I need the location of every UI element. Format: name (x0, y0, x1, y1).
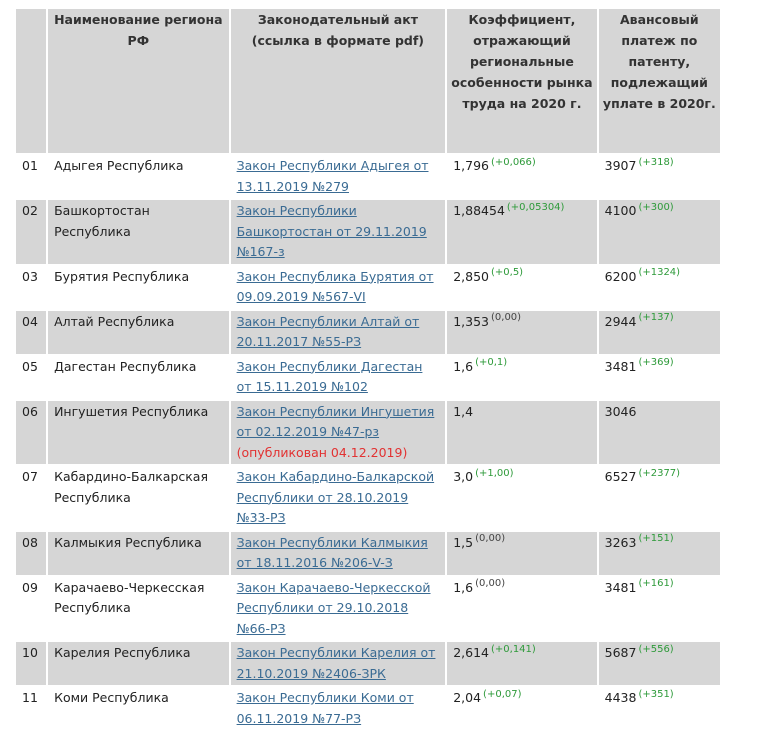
payment-delta: (+556) (638, 643, 674, 655)
row-payment-cell (599, 532, 720, 575)
coefficient-value: 2,04 (453, 690, 482, 705)
row-payment-cell (599, 687, 720, 730)
row-payment-cell (599, 401, 720, 465)
payment-value: 2944 (604, 313, 637, 329)
coefficient-value: 1,6 (453, 358, 474, 374)
row-number: 06 (16, 401, 46, 465)
row-region: Ингушетия Республика (48, 401, 229, 465)
law-pdf-link[interactable]: Закон Республики Ингушетия от 02.12.2019 №47-рз (236, 403, 435, 439)
row-coefficient-cell (447, 311, 596, 354)
coefficient-value: 1,6 (453, 579, 474, 595)
law-pdf-link[interactable]: Закон Республика Бурятия от 09.09.2019 №567-VI (236, 268, 434, 304)
payment-value: 3481 (604, 358, 637, 374)
row-coefficient-cell (447, 642, 596, 685)
coefficient-delta: (0,00) (475, 533, 506, 545)
table-header-row (16, 9, 720, 153)
payment-value: 3481 (604, 579, 637, 595)
table-row (16, 200, 720, 264)
payment-delta: (+1324) (638, 267, 681, 279)
payment-value: 6527 (604, 469, 637, 484)
payment-value: 4100 (604, 203, 637, 218)
coefficient-value: 1,88454 (453, 203, 505, 218)
coefficient-delta: (0,00) (491, 312, 522, 324)
coefficient-value: 1,5 (453, 534, 474, 550)
law-pdf-link[interactable]: Закон Республики Адыгея от 13.11.2019 №279 (236, 158, 429, 194)
payment-delta: (+137) (638, 312, 674, 324)
row-law-cell (231, 266, 446, 309)
row-law-cell (231, 466, 446, 530)
row-region: Калмыкия Республика (48, 532, 229, 575)
header-act: Законодательный акт (ссылка в формате pdf) (231, 9, 446, 153)
row-payment-cell (599, 311, 720, 354)
row-number: 07 (16, 466, 46, 530)
payment-value: 3263 (604, 534, 637, 550)
header-payment: Авансовый платеж по патенту, подлежащий уплате в 2020г. (599, 9, 720, 153)
table-row (16, 311, 720, 354)
payment-value: 4438 (604, 690, 637, 705)
coefficient-value: 1,353 (453, 313, 489, 329)
coefficient-delta: (+0,5) (491, 267, 524, 279)
row-region: Карачаево-Черкесская Республика (48, 577, 229, 641)
publication-note: (опубликован 04.12.2019) (236, 444, 408, 460)
law-pdf-link[interactable]: Закон Кабардино-Балкарской Республики от 28.10.2019 №33-РЗ (236, 469, 435, 525)
law-pdf-link[interactable]: Закон Республики Калмыкия от 18.11.2016 №206-V-З (236, 534, 428, 570)
row-number: 01 (16, 155, 46, 198)
row-number: 03 (16, 266, 46, 309)
table-body (16, 155, 720, 730)
row-number: 02 (16, 200, 46, 264)
row-coefficient-cell (447, 466, 596, 530)
row-region: Дагестан Республика (48, 356, 229, 399)
row-number: 04 (16, 311, 46, 354)
header-coefficient: Коэффициент, отражающий региональные особенности рынка труда на 2020 г. (447, 9, 596, 153)
row-number: 05 (16, 356, 46, 399)
header-region: Наименование региона РФ (48, 9, 229, 153)
row-region: Коми Республика (48, 687, 229, 730)
row-law-cell (231, 200, 446, 264)
row-payment-cell (599, 577, 720, 641)
row-law-cell (231, 311, 446, 354)
table-row (16, 642, 720, 685)
row-number: 09 (16, 577, 46, 641)
payment-value: 6200 (604, 268, 637, 284)
row-region: Кабардино-Балкарская Республика (48, 466, 229, 530)
coefficient-value: 2,614 (453, 645, 489, 660)
law-pdf-link[interactable]: Закон Республики Башкортостан от 29.11.2019 №167-з (236, 203, 427, 259)
table-row (16, 466, 720, 530)
row-payment-cell (599, 155, 720, 198)
row-coefficient-cell (447, 155, 596, 198)
row-coefficient-cell (447, 401, 596, 465)
row-number: 08 (16, 532, 46, 575)
coefficient-delta: (0,00) (475, 578, 506, 590)
row-coefficient-cell (447, 266, 596, 309)
table-row (16, 401, 720, 465)
table-row (16, 155, 720, 198)
law-pdf-link[interactable]: Закон Республики Коми от 06.11.2019 №77-РЗ (236, 690, 414, 726)
coefficient-delta: (+0,141) (491, 643, 536, 655)
coefficient-delta: (+0,1) (475, 357, 508, 369)
coefficient-value: 2,850 (453, 268, 489, 284)
row-law-cell (231, 687, 446, 730)
table-row (16, 356, 720, 399)
row-payment-cell (599, 200, 720, 264)
law-pdf-link[interactable]: Закон Карачаево-Черкесской Республики от 29.10.2018 №66-РЗ (236, 579, 431, 636)
row-number: 10 (16, 642, 46, 685)
coefficient-value: 3,0 (453, 469, 474, 484)
coefficient-value: 1,4 (453, 403, 474, 419)
row-law-cell (231, 401, 446, 465)
table-row (16, 266, 720, 309)
coefficient-delta: (+1,00) (475, 467, 514, 479)
coefficient-delta: (+0,07) (483, 688, 522, 700)
row-region: Карелия Республика (48, 642, 229, 685)
coefficient-delta: (+0,05304) (506, 201, 565, 213)
payment-value: 3046 (604, 403, 637, 419)
region-patent-table (14, 7, 722, 732)
row-coefficient-cell (447, 577, 596, 641)
row-law-cell (231, 642, 446, 685)
row-coefficient-cell (447, 200, 596, 264)
payment-delta: (+161) (638, 578, 674, 590)
row-law-cell (231, 356, 446, 399)
coefficient-value: 1,796 (453, 158, 489, 173)
law-pdf-link[interactable]: Закон Республики Карелия от 21.10.2019 №2406-ЗРК (236, 645, 436, 681)
law-pdf-link[interactable]: Закон Республики Алтай от 20.11.2017 №55-РЗ (236, 313, 420, 349)
table-row (16, 577, 720, 641)
row-region: Адыгея Республика (48, 155, 229, 198)
payment-delta: (+369) (638, 357, 674, 369)
row-law-cell (231, 532, 446, 575)
row-coefficient-cell (447, 356, 596, 399)
row-law-cell (231, 155, 446, 198)
row-number: 11 (16, 687, 46, 730)
row-coefficient-cell (447, 532, 596, 575)
row-payment-cell (599, 266, 720, 309)
header-num (16, 9, 46, 153)
table-row (16, 532, 720, 575)
row-region: Бурятия Республика (48, 266, 229, 309)
law-pdf-link[interactable]: Закон Республики Дагестан от 15.11.2019 №102 (236, 358, 423, 394)
payment-delta: (+2377) (638, 467, 681, 479)
row-region: Башкортостан Республика (48, 200, 229, 264)
row-region: Алтай Республика (48, 311, 229, 354)
row-coefficient-cell (447, 687, 596, 730)
coefficient-delta: (+0,066) (491, 156, 536, 168)
payment-delta: (+318) (638, 156, 674, 168)
payment-delta: (+151) (638, 533, 674, 545)
row-payment-cell (599, 356, 720, 399)
table-row (16, 687, 720, 730)
region-table-container (14, 7, 722, 732)
payment-value: 3907 (604, 158, 637, 173)
payment-value: 5687 (604, 645, 637, 660)
row-law-cell (231, 577, 446, 641)
payment-delta: (+351) (638, 688, 674, 700)
row-payment-cell (599, 466, 720, 530)
payment-delta: (+300) (638, 201, 674, 213)
row-payment-cell (599, 642, 720, 685)
